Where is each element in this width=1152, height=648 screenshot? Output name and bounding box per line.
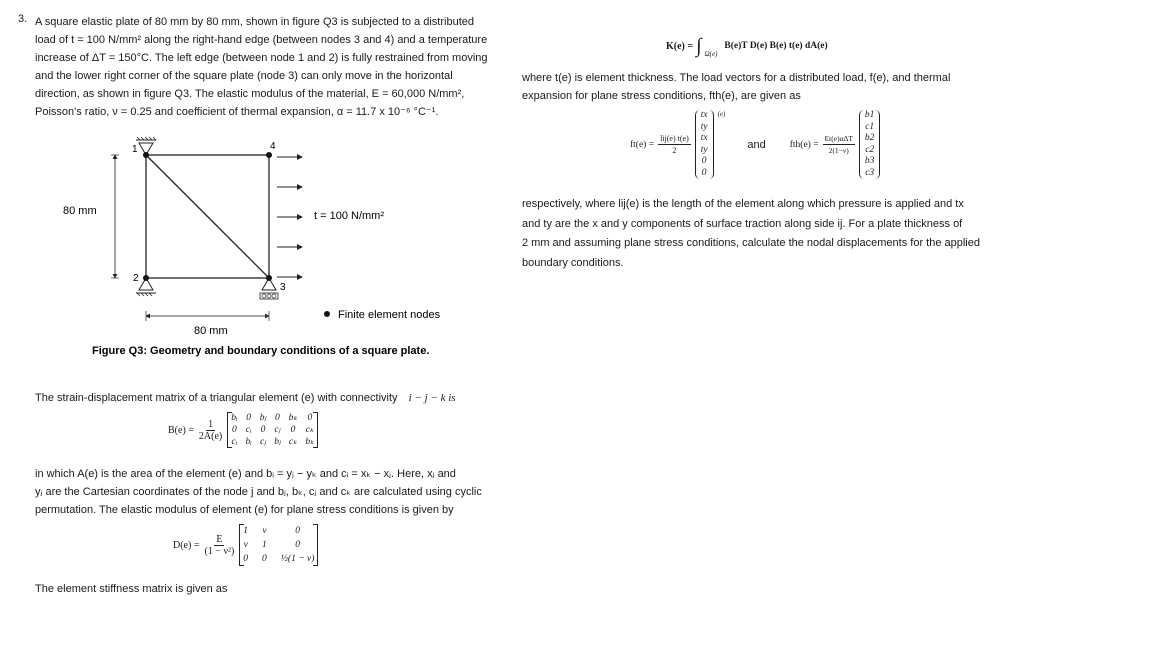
d-frac-den: (1 − ν²) (204, 545, 235, 557)
figure-caption: Figure Q3: Geometry and boundary conditions of a square plate. (92, 345, 430, 357)
final-line: 2 mm and assuming plane stress conditions, calculate the nodal displacements for the applied (522, 237, 980, 249)
d-matrix (239, 524, 318, 566)
fth-vec-cell: c1 (865, 121, 875, 132)
ft-vec-cell: 0 (701, 167, 707, 178)
strain-intro-text: The strain-displacement matrix of a triangular element (e) with connectivity (35, 392, 398, 404)
ft-vec-cell: tx (700, 133, 708, 143)
b-matrix-fraction (197, 419, 224, 442)
ft-vec-cell: 0 (701, 156, 707, 166)
strain-intro (35, 391, 505, 405)
final-line: boundary conditions. (522, 256, 624, 269)
ft-den: 2 (672, 146, 677, 155)
strain-line: in which A(e) is the area of the element (e) and bᵢ = yⱼ − yₖ and cᵢ = xₖ − xⱼ. Here, xⱼ and (35, 468, 456, 480)
load-label: t = 100 N/mm² (314, 210, 384, 222)
node-3-label: 3 (280, 282, 286, 293)
node-4-dot (266, 152, 272, 158)
element-diagonal (146, 155, 269, 278)
d-cell: 0 (295, 526, 300, 536)
k-eq-integral: ∫ (696, 35, 702, 57)
d-matrix-lhs: D(e) = (173, 539, 200, 551)
load-line: where t(e) is element thickness. The load vectors for a distributed load, f(e), and thermal (522, 72, 951, 84)
k-eq-domain: Ω(e) (704, 50, 718, 58)
node-1-dot (143, 152, 149, 158)
b-cell: 0 (232, 425, 237, 435)
final-text (522, 195, 1142, 273)
k-eq-rhs: B(e)T D(e) B(e) t(e) dA(e) (724, 41, 828, 51)
fth-vec-cell: b1 (864, 110, 875, 120)
node-3-dot (266, 275, 272, 281)
d-cell: 0 (295, 540, 300, 550)
strain-explanation (35, 465, 505, 519)
b-matrix (227, 412, 318, 448)
stiffness-intro: The element stiffness matrix is given as (35, 583, 228, 595)
node-2-label: 2 (133, 273, 139, 284)
d-frac-num: E (216, 533, 223, 545)
question-line: increase of ΔT = 150°C. The left edge (between node 1 and 2) is fully restrained from moving (35, 52, 488, 64)
width-label: 80 mm (194, 325, 228, 337)
roller-support-node-3 (260, 278, 278, 299)
ft-vec-cell: ty (700, 144, 708, 155)
fth-num: Et(e)αΔT (824, 134, 853, 143)
k-equation (666, 34, 828, 58)
ft-vector (695, 110, 714, 179)
b-cell: 0 (246, 413, 252, 423)
fth-lhs: fth(e) = (789, 139, 819, 150)
question-line: A square elastic plate of 80 mm by 80 mm, shown in figure Q3 is subjected to a distributed (35, 16, 475, 28)
d-matrix-fraction (202, 534, 236, 557)
b-cell: bᵢ (245, 437, 252, 447)
d-matrix-equation (173, 524, 318, 566)
height-label: 80 mm (63, 205, 97, 217)
ft-sup: (e) (717, 110, 726, 118)
k-eq-lhs: K(e) = (666, 40, 694, 52)
final-line: and ty are the x and y components of surface traction along side ij. For a plate thickness of (522, 217, 963, 230)
fth-fraction (823, 133, 855, 156)
b-cell: cᵢ (231, 437, 238, 447)
b-cell: cⱼ (274, 425, 281, 435)
b-cell: 0 (307, 413, 313, 423)
fth-vec-cell: c2 (865, 144, 875, 155)
fth-vector (859, 110, 881, 179)
strain-line: permutation. The elastic modulus of element (e) for plane stress conditions is given by (35, 504, 454, 516)
b-cell: cₖ (305, 425, 314, 435)
ft-num: lij(e) t(e) (660, 134, 689, 143)
b-cell: 0 (290, 425, 296, 435)
fth-den: 2(1−ν) (828, 146, 849, 155)
question-line: load of t = 100 N/mm² along the right-hand edge (between nodes 3 and 4) and a temperature (35, 34, 488, 46)
b-cell: bᵢ (231, 413, 238, 423)
figure-q3 (0, 0, 520, 370)
final-line: respectively, where lij(e) is the length of the element along which pressure is applied and tx (522, 198, 964, 210)
b-frac-den: 2A(e) (198, 430, 223, 442)
b-cell: bⱼ (274, 437, 281, 447)
ft-equation (630, 110, 880, 179)
legend-dot (324, 311, 330, 317)
b-cell: cⱼ (260, 437, 266, 447)
question-line: direction, as shown in figure Q3. The elastic modulus of the material, E = 60,000 N/mm², (35, 88, 465, 100)
fth-vec-cell: c3 (865, 167, 875, 178)
load-vector-text (522, 69, 1142, 105)
d-cell: 1 (262, 540, 267, 550)
question-number: 3. (18, 13, 28, 25)
b-cell: bⱼ (259, 413, 267, 423)
d-cell: 0 (243, 554, 249, 564)
ft-vec-cell: tx (700, 110, 708, 120)
strain-line: yⱼ are the Cartesian coordinates of the node j and bⱼ, bₖ, cⱼ and cₖ are calculated using cyclic (35, 486, 482, 498)
ft-fraction (658, 133, 691, 156)
d-cell: 1 (243, 526, 249, 536)
question-line: Poisson's ratio, ν = 0.25 and coefficient of thermal expansion, α = 11.7 x 10⁻⁶ °C⁻¹. (35, 106, 439, 118)
b-cell: bₖ (305, 437, 315, 447)
b-cell: 0 (275, 413, 280, 423)
d-cell: ν (243, 540, 248, 550)
fth-vec-cell: b3 (864, 156, 875, 166)
strain-connectivity: i − j − k is (408, 392, 456, 404)
b-cell: cₖ (288, 437, 298, 447)
b-cell: cᵢ (245, 425, 252, 435)
ft-vec-cell: ty (700, 121, 708, 132)
legend-label: Finite element nodes (338, 309, 441, 321)
b-matrix-equation (168, 412, 318, 448)
d-cell: ½(1 − ν) (280, 554, 315, 564)
node-2-dot (143, 275, 149, 281)
ft-lhs: ft(e) = (630, 139, 655, 150)
node-1-label: 1 (132, 144, 138, 155)
b-cell: bₖ (288, 413, 298, 423)
and-label: and (747, 138, 766, 151)
d-cell: ν (262, 526, 267, 536)
traction-arrows (277, 157, 302, 277)
d-cell: 0 (262, 554, 267, 564)
b-frac-num: 1 (208, 418, 214, 430)
b-cell: 0 (260, 425, 266, 435)
b-matrix-lhs: B(e) = (168, 424, 194, 436)
fth-vec-cell: b2 (864, 133, 875, 143)
load-line: expansion for plane stress conditions, fth(e), are given as (522, 90, 801, 102)
node-4-label: 4 (270, 141, 276, 152)
question-line: and the lower right corner of the square plate (node 3) can only move in the horizontal (35, 70, 453, 82)
